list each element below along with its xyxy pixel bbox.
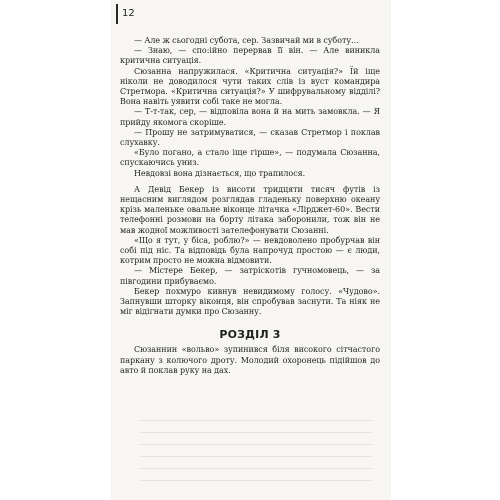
paragraph-11: Бекер похмуро кивнув невидимому голосу. «Чудово». Запнувши шторку віконця, він спробував заснути. Та ніяк не міг відігнати думки про Сюзанну.	[120, 286, 380, 317]
paragraph-6: «Було погано, а стало іще гірше», — подумала Сюзанна, спускаючись униз.	[120, 148, 380, 168]
paragraph-4: — Т-т-так, сер, — відповіла вона й на мить замовкла. — Я прийду якомога скоріше.	[120, 107, 380, 127]
chapter-paragraph: Сюзаннин «вольво» зупинився біля високого сітчастого паркану з колючого дроту. Молодий охоронець підійшов до авто й поклав руку на дах.	[120, 345, 380, 375]
paragraph-9: «Що я тут, у біса, роблю?» — невдоволено пробурчав він собі під ніс. Та відповідь була напрочуд простою — є люди, котрим просто не можна відмовити.	[120, 235, 380, 266]
paragraph-3: Сюзанна напружилася. «Критична ситуація?» Їй іще ніколи не доводилося чути таких слів із вуст командира Стретмора. «Критична ситуація?» У шифрувальному відділі? Вона навіть уявити собі таке не могла.	[120, 66, 380, 107]
paragraph-8: А Девід Бекер із висоти тридцяти тисяч футів із нещасним виглядом розглядав гладеньку поверхню океану крізь маленьке овальне віконце літачка «Лірджет-60». Вести телефонні розмови на борту літака заборонили, тож він не мав жодної можливості зателефонувати Сюзанні.	[120, 184, 380, 235]
paragraph-2: — Знаю, — спо:ійно перервав її він. — Але виникла критична ситуація.	[120, 46, 380, 66]
chapter-title: РОЗДІЛ 3	[219, 328, 281, 342]
paragraph-1: — Але ж сьогодні субота, сер. Зазвичай ми в суботу…	[134, 36, 359, 45]
header-rule	[116, 4, 118, 24]
paragraph-7: Невдовзі вона дізнається, що трапилося.	[134, 168, 306, 178]
page-content	[120, 36, 380, 492]
book-page	[112, 0, 390, 500]
paragraph-10: — Містере Бекер, — затріскотів гучномовець, — за півгодини прибуваємо.	[120, 266, 380, 286]
page-number: 12	[122, 8, 135, 19]
paragraph-5: — Прошу не затримуватися, — сказав Стретмор і поклав слухавку.	[120, 127, 380, 148]
